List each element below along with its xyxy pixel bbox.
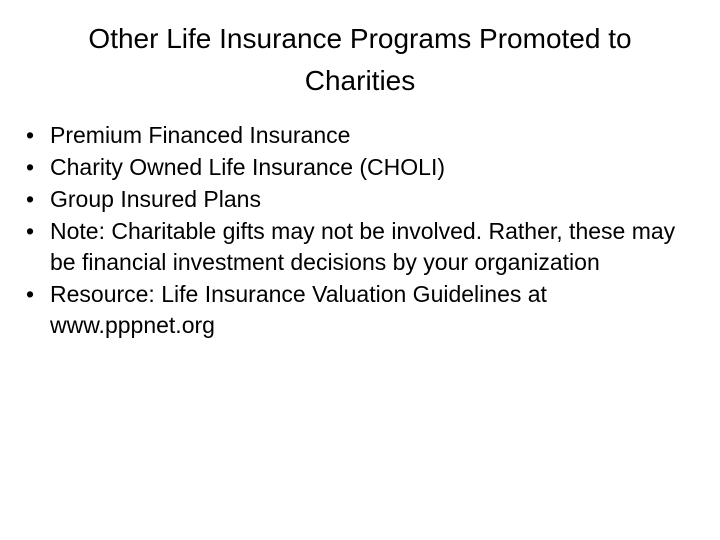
bullet-item xyxy=(26,184,706,215)
bullet-text: Charity Owned Life Insurance (CHOLI) xyxy=(50,154,445,180)
bullet-item xyxy=(26,279,706,341)
bullet-text: Resource: Life Insurance Valuation Guidelines at www.pppnet.org xyxy=(50,281,547,338)
bullet-text: Group Insured Plans xyxy=(50,186,261,212)
bullet-item xyxy=(26,152,706,183)
bullet-icon: • xyxy=(26,281,35,307)
bullet-icon: • xyxy=(26,218,35,244)
slide-title: Other Life Insurance Programs Promoted to Charities xyxy=(88,23,632,96)
bullet-item xyxy=(26,120,706,151)
bullet-icon: • xyxy=(26,122,35,148)
bullet-icon: • xyxy=(26,186,35,212)
bullet-list xyxy=(26,120,706,342)
bullet-icon: • xyxy=(26,154,35,180)
bullet-text: Note: Charitable gifts may not be involved. Rather, these may be financial investment decisions by your organization xyxy=(50,218,676,275)
bullet-item xyxy=(26,216,706,278)
bullet-text: Premium Financed Insurance xyxy=(50,122,351,148)
